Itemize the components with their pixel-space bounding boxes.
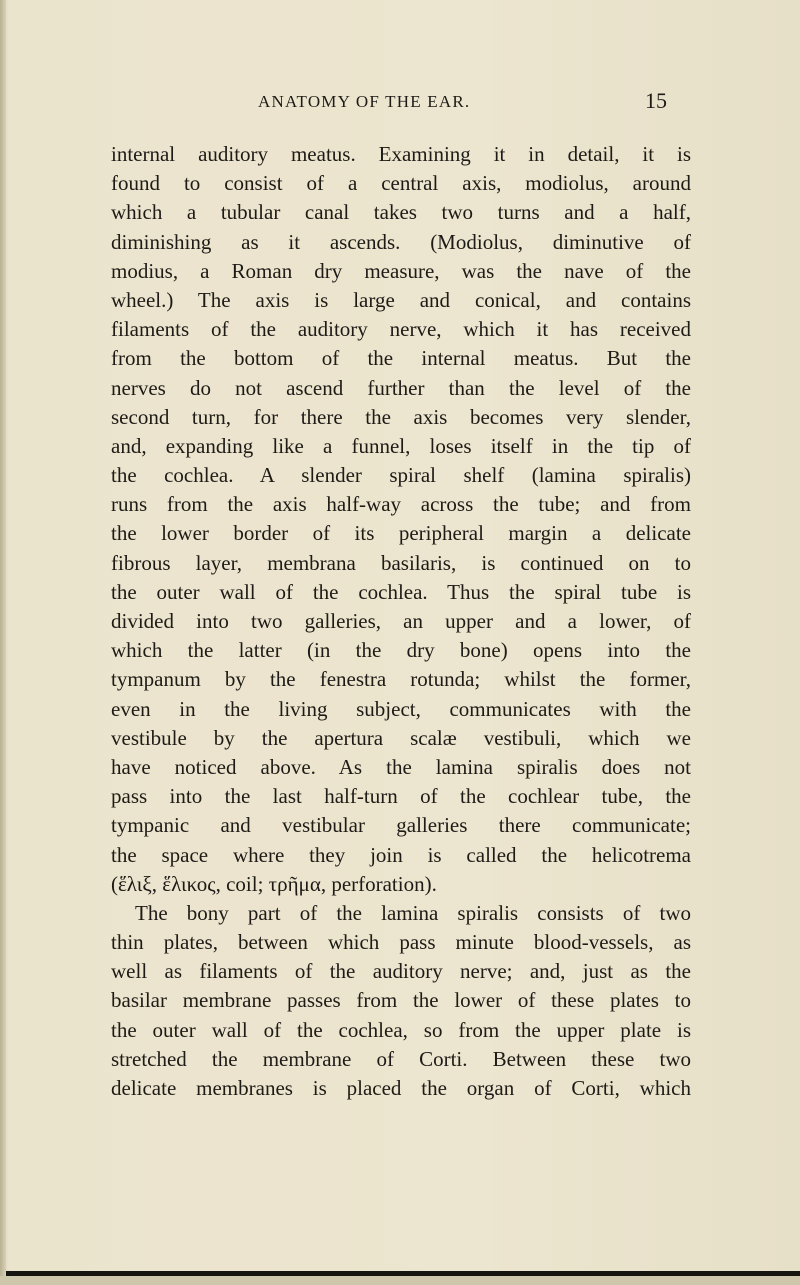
text-line: the lower border of its peripheral margin a delicate: [111, 521, 691, 546]
text-line: pass into the last half-turn of the cochlear tube, the: [111, 784, 691, 809]
text-line: which the latter (in the dry bone) opens into the: [111, 638, 691, 663]
body-text: [111, 140, 691, 1103]
text-line: delicate membranes is placed the organ of Corti, which: [111, 1076, 691, 1100]
text-line: internal auditory meatus. Examining it in detail, it is: [111, 142, 691, 166]
text-line: filaments of the auditory nerve, which it has received: [111, 317, 691, 342]
running-head: ANATOMY OF THE EAR.: [258, 92, 471, 111]
text-line: which a tubular canal takes two turns and a half,: [111, 200, 691, 225]
text-line: tympanum by the fenestra rotunda; whilst the former,: [111, 667, 691, 692]
text-line: diminishing as it ascends. (Modiolus, diminutive of: [111, 229, 691, 254]
text-line: well as filaments of the auditory nerve; and, just as the: [111, 959, 691, 984]
text-line: have noticed above. As the lamina spiralis does not: [111, 754, 691, 779]
text-line: vestibule by the apertura scalæ vestibuli, which we: [111, 725, 691, 750]
text-line: even in the living subject, communicates with the: [111, 696, 691, 721]
text-line: from the bottom of the internal meatus. But the: [111, 346, 691, 371]
text-line: second turn, for there the axis becomes very slender,: [111, 404, 691, 429]
text-line: basilar membrane passes from the lower of these plates to: [111, 988, 691, 1013]
text-line: the space where they join is called the helicotrema: [111, 842, 691, 867]
text-line: wheel.) The axis is large and conical, and contains: [111, 287, 691, 312]
text-line: and, expanding like a funnel, loses itself in the tip of: [111, 433, 691, 458]
text-line: nerves do not ascend further than the level of the: [111, 375, 691, 400]
scan-bottom-band: [0, 1276, 800, 1285]
text-line: tympanic and vestibular galleries there communicate;: [111, 813, 691, 838]
page-number: 15: [645, 88, 667, 113]
text-line: (ἕλιξ, ἕλικος, coil; τρῆμα, perforation).: [111, 871, 437, 896]
text-line: divided into two galleries, an upper and a lower, of: [111, 609, 691, 633]
text-line: runs from the axis half-way across the tube; and from: [111, 492, 691, 517]
page-header: [0, 88, 800, 118]
text-line: modius, a Roman dry measure, was the nave of the: [111, 258, 691, 283]
page-binding-edge: [0, 0, 6, 1285]
text-line: found to consist of a central axis, modiolus, around: [111, 171, 691, 196]
text-line: thin plates, between which pass minute blood-vessels, as: [111, 930, 691, 955]
text-line: the outer wall of the cochlea, so from the upper plate is: [111, 1017, 691, 1042]
text-line: the cochlea. A slender spiral shelf (lamina spiralis): [111, 463, 691, 488]
text-line: The bony part of the lamina spiralis consists of two: [135, 900, 691, 925]
text-line: the outer wall of the cochlea. Thus the spiral tube is: [111, 579, 691, 604]
text-line: fibrous layer, membrana basilaris, is continued on to: [111, 550, 691, 575]
text-line: stretched the membrane of Corti. Between these two: [111, 1046, 691, 1071]
